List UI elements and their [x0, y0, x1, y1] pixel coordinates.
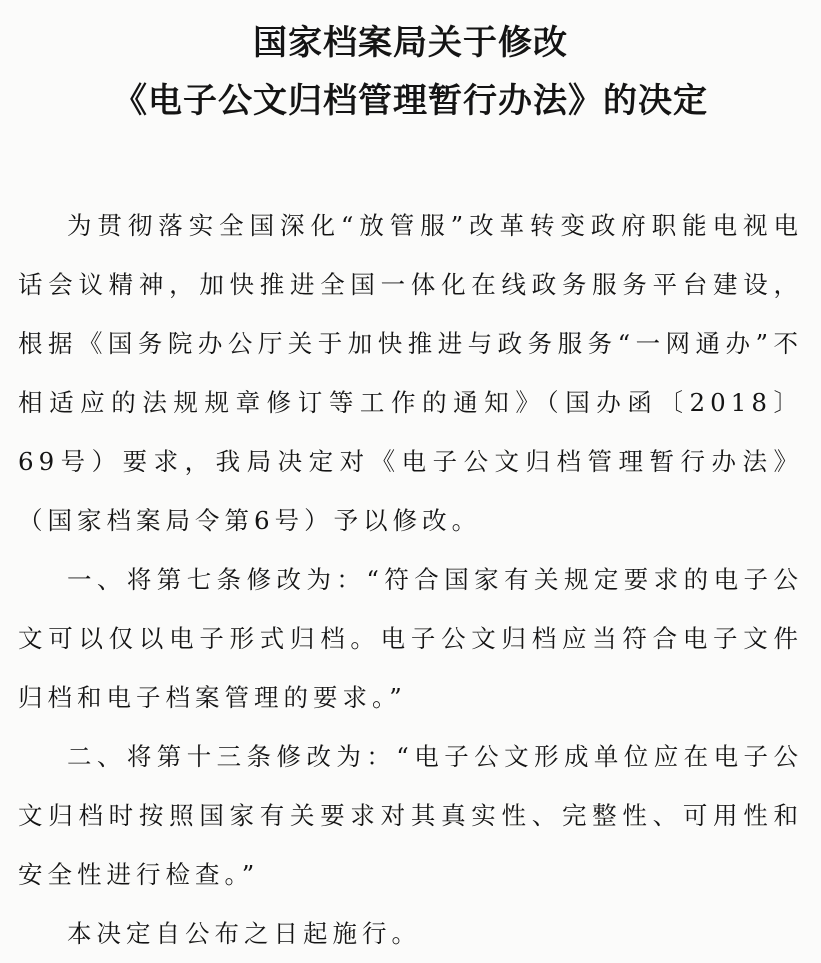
document-title — [18, 0, 803, 130]
document-body — [18, 196, 803, 963]
paragraph-amendment-2: 二、将第十三条修改为：“电子公文形成单位应在电子公文归档时按照国家有关要求对其真实性、完整性、可用性和安全性进行检查。” — [18, 742, 803, 889]
title-line-1: 国家档案局关于修改 — [253, 23, 568, 63]
paragraph-amendment-1: 一、将第七条修改为：“符合国家有关规定要求的电子公文可以仅以电子形式归档。电子公文归档应当符合电子文件归档和电子档案管理的要求。” — [18, 565, 803, 712]
title-line-2: 《电子公文归档管理暂行办法》的决定 — [113, 81, 708, 121]
paragraph-effective-date: 本决定自公布之日起施行。 — [67, 919, 421, 948]
paragraph-preamble: 为贯彻落实全国深化“放管服”改革转变政府职能电视电话会议精神，加快推进全国一体化在线政务服务平台建设，根据《国务院办公厅关于加快推进与政务服务“一网通办”不相适应的法规规章修订等工作的通知》（国办函〔2018〕69号）要求，我局决定对《电子公文归档管理暂行办法》（国家档案局令第6号）予以修改。 — [18, 211, 803, 535]
